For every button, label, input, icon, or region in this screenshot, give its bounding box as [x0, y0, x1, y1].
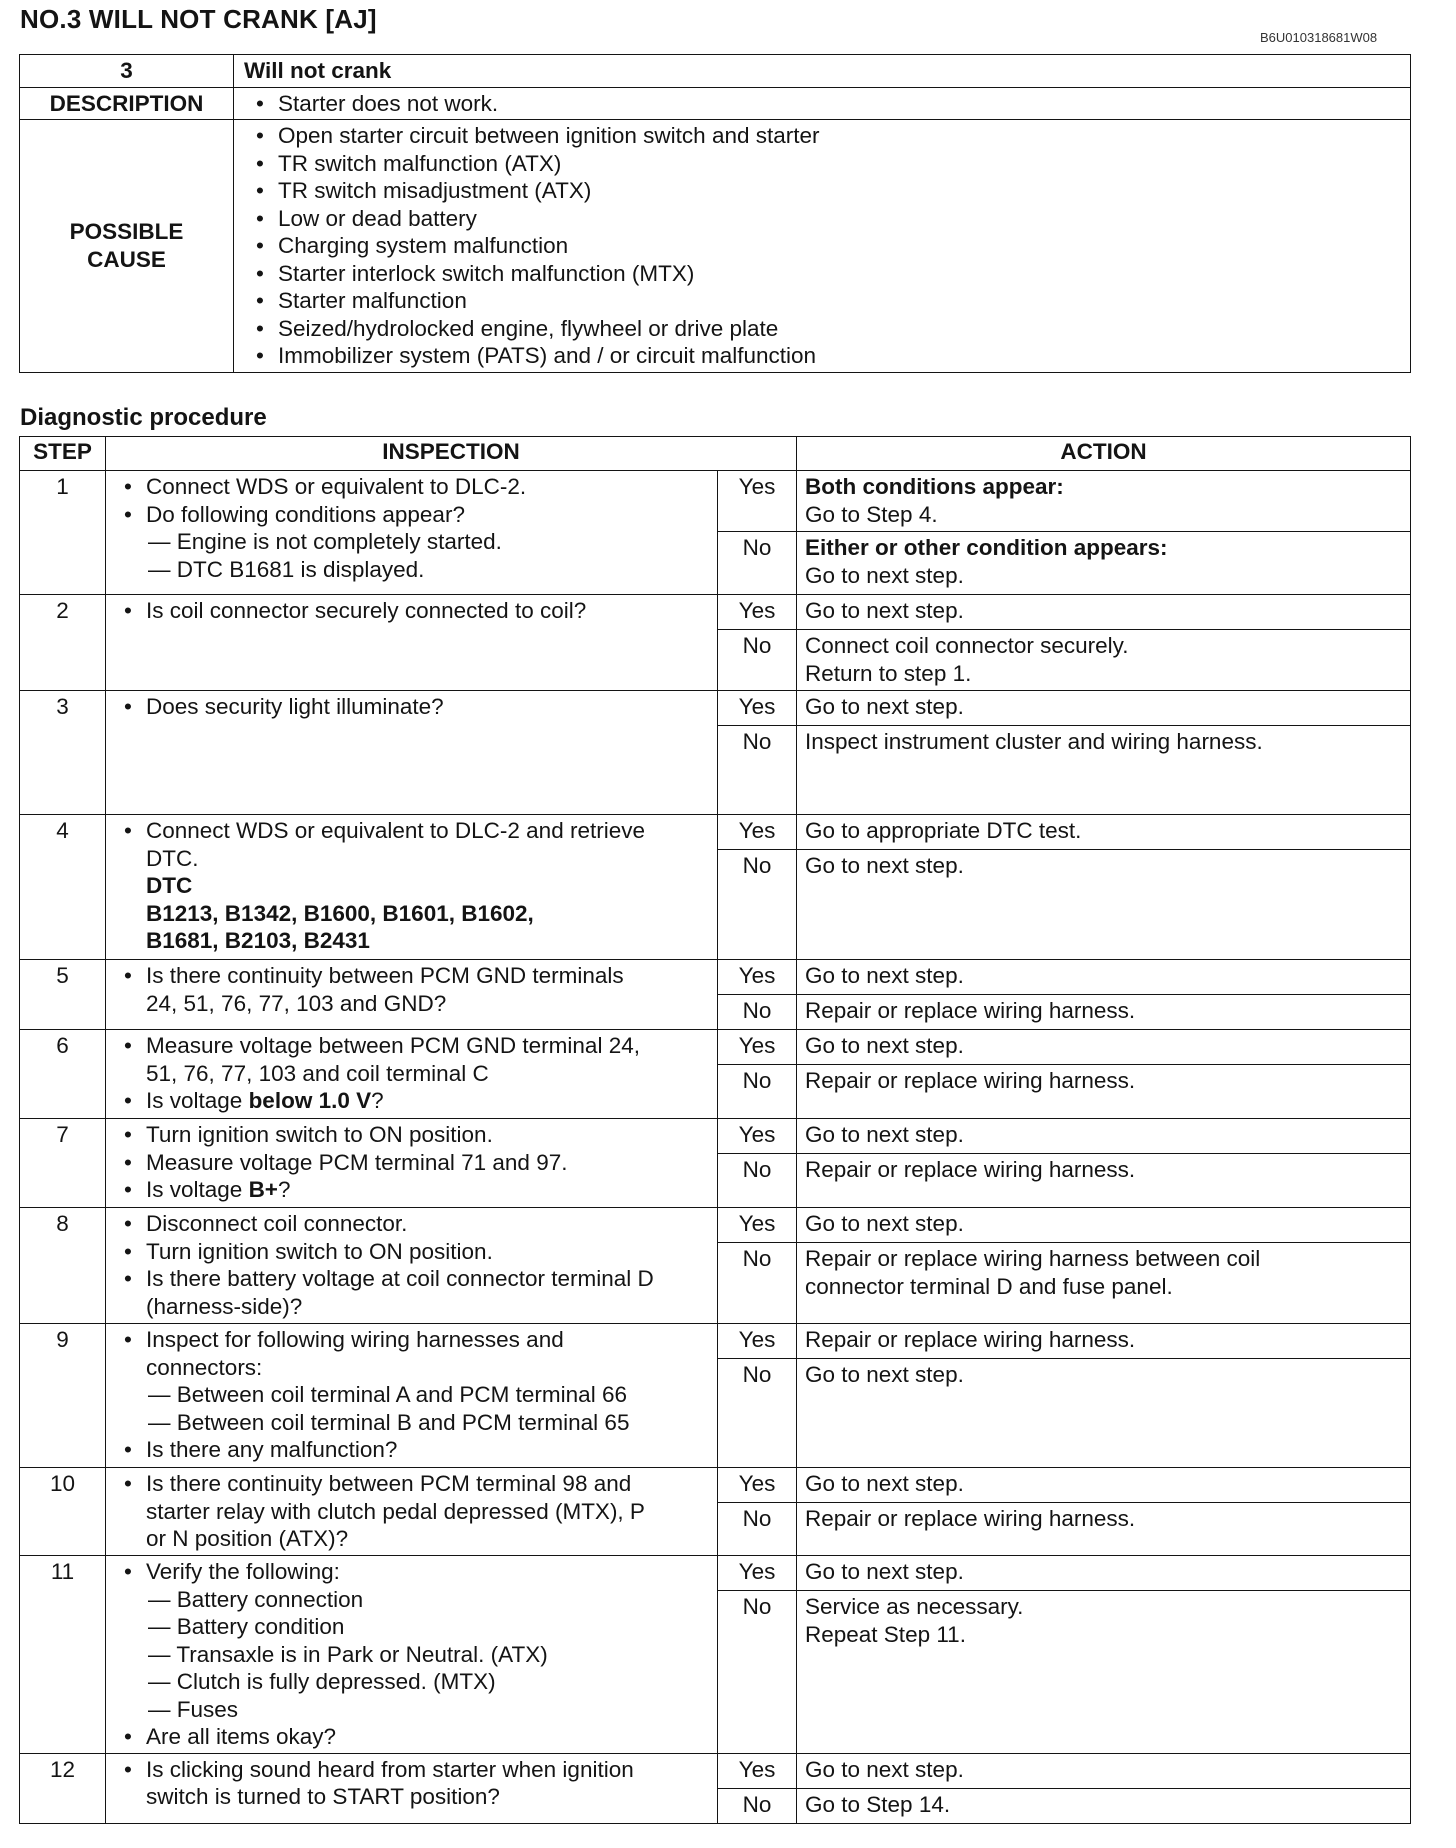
cause-item: • Charging system malfunction	[244, 232, 1400, 260]
inspection-cell	[106, 1208, 718, 1324]
inspection-subitem: — DTC B1681 is displayed.	[148, 556, 425, 582]
inspection-bullet: • Measure voltage PCM terminal 71 and 97.	[112, 1149, 709, 1177]
inspection-bullet	[112, 1265, 709, 1320]
cause-item: • Low or dead battery	[244, 205, 1400, 233]
yes-action: Repair or replace wiring harness.	[797, 1324, 1411, 1359]
page-title: NO.3 WILL NOT CRANK [AJ]	[20, 4, 377, 34]
inspection-text: ?	[371, 1088, 384, 1113]
yes-action: Go to next step.	[797, 1753, 1411, 1788]
action-text: Service as necessary.	[805, 1594, 1024, 1620]
inspection-cell	[106, 815, 718, 960]
step-number: 1	[20, 471, 106, 595]
inspection-emphasis: B+	[248, 1177, 278, 1202]
cause-label-line: POSSIBLE	[69, 219, 184, 245]
description-item: • Starter does not work.	[244, 90, 1400, 118]
no-action	[797, 1243, 1411, 1324]
inspection-subitem: — Between coil terminal A and PCM terminal 66	[148, 1382, 627, 1407]
step-number: 5	[20, 960, 106, 1030]
section-heading: Diagnostic procedure	[20, 404, 267, 431]
no-label: No	[718, 1359, 797, 1468]
step-number: 9	[20, 1324, 106, 1468]
no-action	[797, 532, 1411, 595]
description-label: DESCRIPTION	[20, 87, 234, 120]
no-label: No	[718, 1591, 797, 1753]
symptom-summary-table	[19, 54, 1411, 373]
document-code: B6U010318681W08	[1260, 30, 1378, 45]
col-step-header: STEP	[20, 437, 106, 471]
step-number: 11	[20, 1556, 106, 1754]
no-action: Inspect instrument cluster and wiring harness.	[797, 726, 1411, 815]
cause-item: • TR switch misadjustment (ATX)	[244, 177, 1400, 205]
inspection-text: • Is there continuity between PCM GND terminals	[146, 963, 624, 988]
inspection-subitem: — Between coil terminal B and PCM terminal 65	[148, 1409, 630, 1435]
possible-cause-row	[20, 120, 1411, 373]
inspection-subitem: — Clutch is fully depressed. (MTX)	[148, 1669, 496, 1694]
yes-label: Yes	[718, 1324, 797, 1359]
step-row	[20, 815, 1411, 850]
inspection-bullet	[112, 1087, 709, 1115]
inspection-text: • Inspect for following wiring harnesses and	[146, 1327, 564, 1352]
yes-label: Yes	[718, 1208, 797, 1243]
no-label: No	[718, 850, 797, 960]
inspection-bullet: • Is coil connector securely connected to coil?	[112, 597, 709, 625]
step-row	[20, 1030, 1411, 1065]
yes-label: Yes	[718, 595, 797, 630]
no-label: No	[718, 1065, 797, 1119]
inspection-bullet: • Disconnect coil connector.	[112, 1210, 709, 1238]
inspection-text: switch is turned to START position?	[146, 1784, 500, 1809]
step-number: 6	[20, 1030, 106, 1119]
action-text: Go to next step.	[805, 562, 964, 588]
inspection-bullet	[112, 1176, 709, 1204]
step-row	[20, 471, 1411, 532]
inspection-text: Is voltage	[146, 1177, 249, 1202]
cause-item: • Immobilizer system (PATS) and / or circuit malfunction	[244, 342, 1400, 370]
description-cell	[234, 87, 1411, 120]
no-action: Go to next step.	[797, 1359, 1411, 1468]
col-action-header: ACTION	[797, 437, 1411, 471]
inspection-cell	[106, 960, 718, 1030]
inspection-text: 24, 51, 76, 77, 103 and GND?	[146, 990, 447, 1016]
step-row	[20, 691, 1411, 726]
inspection-cell	[106, 1119, 718, 1208]
inspection-text: • Is clicking sound heard from starter when ignition	[146, 1756, 634, 1782]
step-row	[20, 1324, 1411, 1359]
inspection-cell	[106, 1030, 718, 1119]
no-label: No	[718, 1503, 797, 1556]
action-text: Repeat Step 11.	[805, 1621, 966, 1647]
no-action	[797, 1591, 1411, 1753]
inspection-text: Is voltage	[146, 1088, 249, 1113]
no-action: Repair or replace wiring harness.	[797, 1065, 1411, 1119]
inspection-subitem: — Battery connection	[148, 1586, 364, 1612]
possible-cause-list	[234, 120, 1411, 373]
action-text: Repair or replace wiring harness between coil	[805, 1246, 1261, 1271]
inspection-text: • Is there battery voltage at coil connector terminal D	[146, 1266, 654, 1291]
inspection-text: connectors:	[146, 1354, 263, 1380]
possible-cause-label	[20, 120, 234, 373]
no-action: Repair or replace wiring harness.	[797, 995, 1411, 1030]
cause-item: • Starter malfunction	[244, 287, 1400, 315]
description-row	[20, 87, 1411, 120]
yes-action: Go to next step.	[797, 1030, 1411, 1065]
yes-label: Yes	[718, 1119, 797, 1154]
action-heading: Either or other condition appears:	[805, 535, 1168, 560]
inspection-bullet: • Connect WDS or equivalent to DLC-2.	[112, 473, 709, 501]
inspection-text: or N position (ATX)?	[146, 1526, 349, 1551]
inspection-subitem: — Engine is not completely started.	[148, 529, 502, 554]
inspection-subitem: — Battery condition	[148, 1614, 345, 1639]
no-action: Go to Step 14.	[797, 1788, 1411, 1823]
no-label: No	[718, 1788, 797, 1823]
inspection-bullet: • Turn ignition switch to ON position.	[112, 1121, 709, 1149]
step-row	[20, 1119, 1411, 1154]
no-label: No	[718, 1243, 797, 1324]
yes-action: Go to next step.	[797, 691, 1411, 726]
inspection-text: • Is there continuity between PCM terminal 98 and	[146, 1471, 632, 1496]
inspection-cell	[106, 1753, 718, 1823]
diag-header-row	[20, 437, 1411, 471]
action-text: Connect coil connector securely.	[805, 633, 1129, 658]
step-number: 4	[20, 815, 106, 960]
inspection-bullet: • Turn ignition switch to ON position.	[112, 1238, 709, 1266]
cause-label-line: CAUSE	[87, 246, 166, 272]
inspection-cell	[106, 595, 718, 691]
inspection-subitem: — Fuses	[148, 1696, 239, 1722]
step-row	[20, 1208, 1411, 1243]
yes-action: Go to next step.	[797, 1468, 1411, 1503]
no-label: No	[718, 995, 797, 1030]
inspection-bullet: • Is there any malfunction?	[112, 1436, 709, 1464]
cause-item: • Seized/hydrolocked engine, flywheel or drive plate	[244, 315, 1400, 343]
no-action: Repair or replace wiring harness.	[797, 1503, 1411, 1556]
yes-label: Yes	[718, 1030, 797, 1065]
diagnostic-procedure-table	[19, 436, 1411, 1824]
inspection-bullet	[112, 817, 709, 955]
inspection-text: • Measure voltage between PCM GND terminal 24,	[146, 1033, 640, 1058]
inspection-bullet	[112, 501, 709, 584]
inspection-bullet	[112, 962, 709, 1017]
dtc-codes: B1213, B1342, B1600, B1601, B1602,	[146, 900, 534, 926]
no-label: No	[718, 630, 797, 691]
step-number: 7	[20, 1119, 106, 1208]
symptom-number: 3	[20, 55, 234, 88]
step-number: 12	[20, 1753, 106, 1823]
inspection-bullet	[112, 1326, 709, 1436]
yes-action: Go to next step.	[797, 960, 1411, 995]
inspection-cell	[106, 1556, 718, 1754]
step-number: 8	[20, 1208, 106, 1324]
inspection-text: DTC.	[146, 845, 199, 871]
col-inspection-header: INSPECTION	[106, 437, 797, 471]
step-row	[20, 1556, 1411, 1591]
action-heading: Both conditions appear:	[805, 474, 1064, 499]
step-number: 3	[20, 691, 106, 815]
yes-action: Go to next step.	[797, 1556, 1411, 1591]
inspection-emphasis: below 1.0 V	[248, 1088, 372, 1113]
no-label: No	[718, 1154, 797, 1208]
no-action: Go to next step.	[797, 850, 1411, 960]
action-text: connector terminal D and fuse panel.	[805, 1273, 1173, 1299]
no-action: Repair or replace wiring harness.	[797, 1154, 1411, 1208]
step-number: 2	[20, 595, 106, 691]
dtc-codes: B1681, B2103, B2431	[146, 928, 370, 953]
yes-action	[797, 471, 1411, 532]
inspection-bullet: • Does security light illuminate?	[112, 693, 709, 721]
step-row	[20, 1753, 1411, 1788]
no-label: No	[718, 532, 797, 595]
inspection-cell	[106, 1324, 718, 1468]
yes-label: Yes	[718, 1753, 797, 1788]
inspection-bullet	[112, 1470, 709, 1553]
inspection-text: ?	[277, 1177, 291, 1202]
inspection-text: (harness-side)?	[146, 1293, 303, 1319]
inspection-subitem: — Transaxle is in Park or Neutral. (ATX)	[148, 1641, 548, 1667]
yes-label: Yes	[718, 471, 797, 532]
inspection-text: 51, 76, 77, 103 and coil terminal C	[146, 1060, 489, 1086]
action-text: Go to Step 4.	[805, 501, 938, 527]
inspection-text: starter relay with clutch pedal depressed (MTX), P	[146, 1498, 645, 1524]
yes-action: Go to next step.	[797, 1119, 1411, 1154]
yes-action: Go to appropriate DTC test.	[797, 815, 1411, 850]
yes-label: Yes	[718, 1468, 797, 1503]
inspection-cell	[106, 471, 718, 595]
step-row	[20, 595, 1411, 630]
inspection-bullet: • Are all items okay?	[112, 1723, 709, 1751]
yes-label: Yes	[718, 960, 797, 995]
inspection-bullet	[112, 1032, 709, 1087]
no-label: No	[718, 726, 797, 815]
no-action	[797, 630, 1411, 691]
yes-action: Go to next step.	[797, 1208, 1411, 1243]
cause-item: • Starter interlock switch malfunction (MTX)	[244, 260, 1400, 288]
yes-label: Yes	[718, 1556, 797, 1591]
step-row	[20, 960, 1411, 995]
yes-label: Yes	[718, 815, 797, 850]
dtc-label: DTC	[146, 873, 193, 898]
yes-action: Go to next step.	[797, 595, 1411, 630]
inspection-cell	[106, 1468, 718, 1556]
inspection-bullet	[112, 1756, 709, 1811]
symptom-name: Will not crank	[234, 55, 1411, 88]
yes-label: Yes	[718, 691, 797, 726]
step-number: 10	[20, 1468, 106, 1556]
cause-item: • Open starter circuit between ignition switch and starter	[244, 122, 1400, 150]
step-row	[20, 1468, 1411, 1503]
cause-item: • TR switch malfunction (ATX)	[244, 150, 1400, 178]
inspection-text: • Connect WDS or equivalent to DLC-2 and retrieve	[146, 818, 645, 843]
inspection-text: • Do following conditions appear?	[146, 501, 465, 527]
inspection-cell	[106, 691, 718, 815]
action-text: Return to step 1.	[805, 660, 972, 686]
summary-header-row	[20, 55, 1411, 88]
inspection-bullet	[112, 1558, 709, 1723]
inspection-text: • Verify the following:	[146, 1559, 340, 1584]
